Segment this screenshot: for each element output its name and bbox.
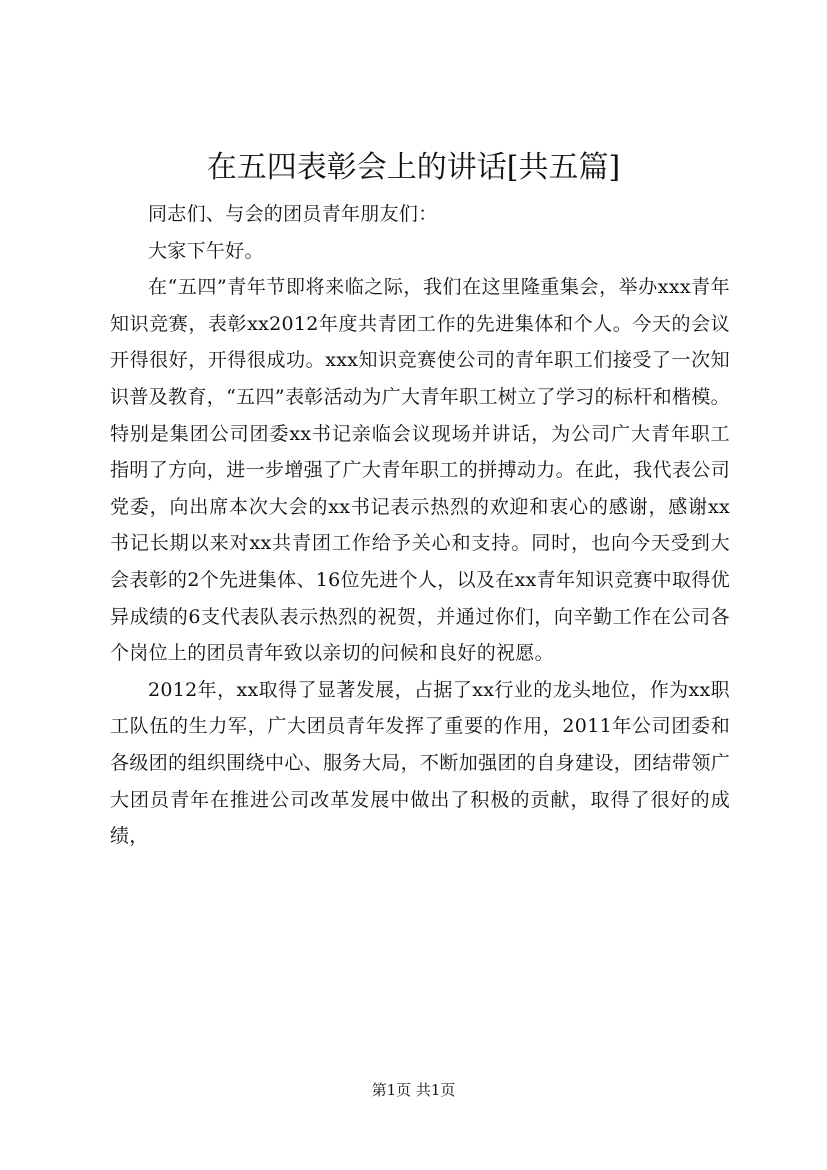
document-title: 在五四表彰会上的讲话[共五篇] xyxy=(206,150,621,185)
body-paragraph: 在“五四”青年节即将来临之际，我们在这里隆重集会，举办xxx青年知识竞赛，表彰xx2012年度共青团工作的先进集体和个人。今天的会议开得很好，开得很成功。xxx知识竞赛使公司的青年职工们接受了一次知识普及教育，“五四”表彰活动为广大青年职工树立了学习的标杆和楷模。特别是集团公司团委xx书记亲临会议现场并讲话，为公司广大青年职工指明了方向，进一步增强了广大青年职工的拼搏动力。在此，我代表公司党委，向出席本次大会的xx书记表示热烈的欢迎和衷心的感谢，感谢xx书记长期以来对xx共青团工作给予关心和支持。同时，也向今天受到大会表彰的2个先进集体、16位先进个人，以及在xx青年知识竞赛中取得优异成绩的6支代表队表示热烈的祝贺，并通过你们，向辛勤工作在公司各个岗位上的团员青年致以亲切的问候和良好的祝愿。 xyxy=(110,276,730,665)
document-body xyxy=(110,196,730,855)
greeting-paragraph: 大家下午好。 xyxy=(148,239,264,262)
body-paragraph: 2012年，xx取得了显著发展，占据了xx行业的龙头地位，作为xx职工队伍的生力军，广大团员青年发挥了重要的作用，2011年公司团委和各级团的组织围绕中心、服务大局，不断加强团的自身建设，团结带领广大团员青年在推进公司改革发展中做出了积极的贡献，取得了很好的成绩， xyxy=(110,678,730,848)
page-footer: 第1页 共1页 xyxy=(371,1081,456,1099)
salutation-paragraph: 同志们、与会的团员青年朋友们： xyxy=(148,203,438,225)
